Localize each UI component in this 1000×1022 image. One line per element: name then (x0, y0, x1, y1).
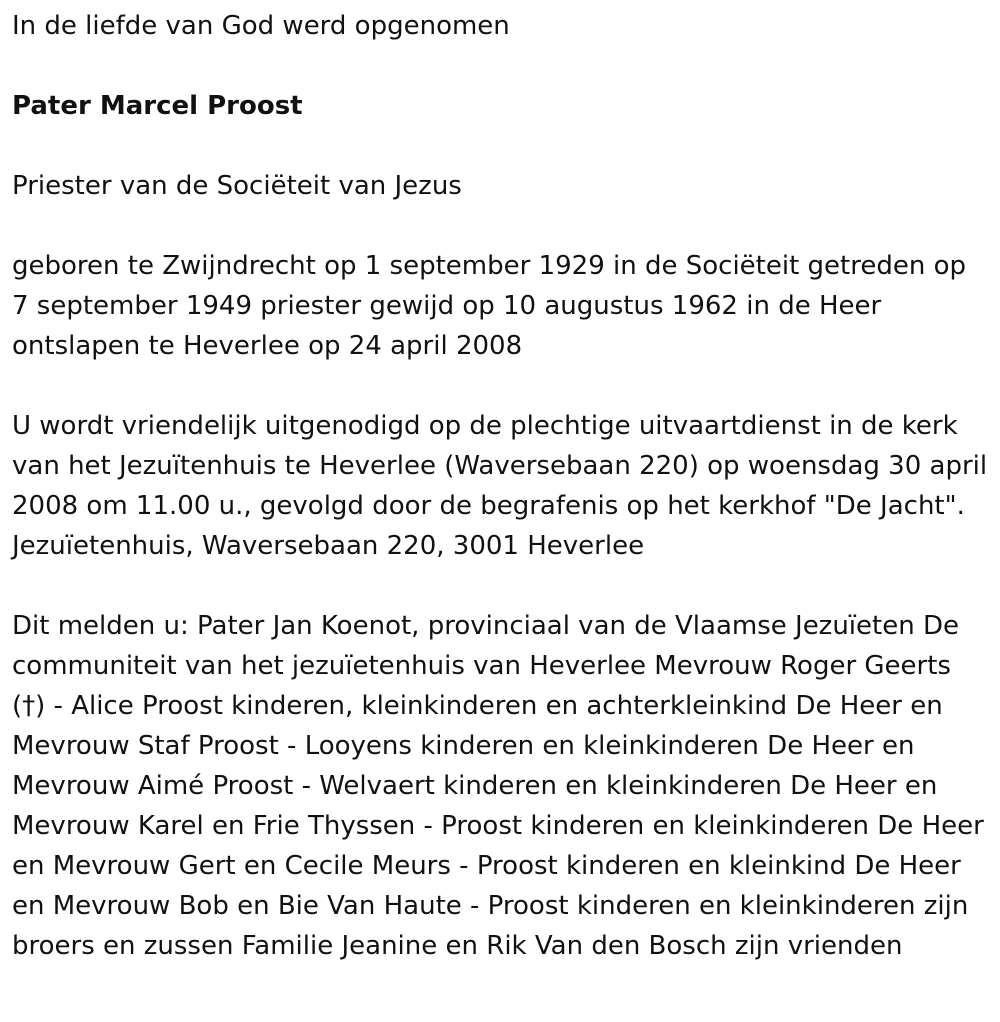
deceased-title: Priester van de Sociëteit van Jezus (12, 171, 462, 201)
funeral-invitation-paragraph: U wordt vriendelijk uitgenodigd op de plechtige uitvaartdienst in de kerk van het Jezuïtenhuis te Heverlee (Waversebaan 220) op woensdag 30 april 2008 om 11.00 u., gevolgd door de begrafenis op het kerkhof "De Jacht". Jezuïetenhuis, Waversebaan 220, 3001 Heverlee (12, 411, 988, 561)
intro-line: In de liefde van God werd opgenomen (12, 11, 510, 41)
announcers-paragraph: Dit melden u: Pater Jan Koenot, provinciaal van de Vlaamse Jezuïeten De communiteit van het jezuïetenhuis van Heverlee Mevrouw Roger Geerts (†) - Alice Proost kinderen, kleinkinderen en achterkleinkind De Heer en Mevrouw Staf Proost - Looyens kinderen en kleinkinderen De Heer en Mevrouw Aimé Proost - Welvaert kinderen en kleinkinderen De Heer en Mevrouw Karel en Frie Thyssen - Proost kinderen en kleinkinderen De Heer en Mevrouw Gert en Cecile Meurs - Proost kinderen en kleinkind De Heer en Mevrouw Bob en Bie Van Haute - Proost kinderen en kleinkinderen zijn broers en zussen Familie Jeanine en Rik Van den Bosch zijn vrienden (12, 611, 984, 961)
deceased-name: Pater Marcel Proost (12, 91, 303, 121)
biography-paragraph: geboren te Zwijndrecht op 1 september 1929 in de Sociëteit getreden op 7 september 1949 priester gewijd op 10 augustus 1962 in de Heer ontslapen te Heverlee op 24 april 2008 (12, 251, 967, 361)
